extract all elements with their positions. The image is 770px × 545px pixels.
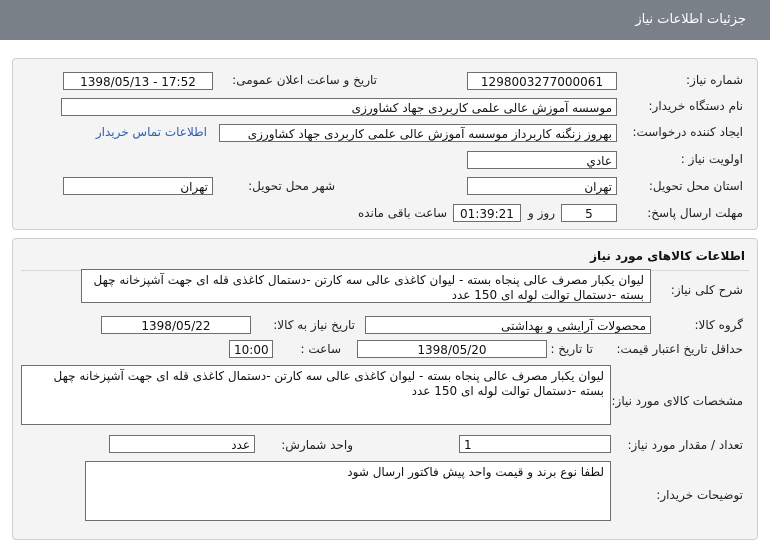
announce-datetime-field: 1398/05/13 - 17:52 [63,72,213,90]
unit-label: واحد شمارش: [281,438,353,452]
until-date-label: تا تاریخ : [550,342,593,356]
buyer-notes-field: لطفا نوع برند و قیمت واحد پیش فاکتور ارسال شود [85,461,611,521]
hour-field: 10:00 [229,340,273,358]
goods-group-field: محصولات آرایشی و بهداشتی [365,316,651,334]
priority-field: عادي [467,151,617,169]
creator-label: ایجاد کننده درخواست: [632,125,743,139]
buyer-contact-link[interactable]: اطلاعات تماس خریدار [95,125,207,139]
specs-label: مشخصات کالای مورد نیاز: [611,394,743,408]
creator-field: بهروز زنگنه کاربرداز موسسه آموزش عالی علمی کاربردی جهاد کشاورزی [219,124,617,142]
summary-label: شرح کلی نیاز: [670,283,743,297]
deadline-label: مهلت ارسال پاسخ: [647,206,743,220]
unit-field: عدد [109,435,255,453]
summary-field: لیوان یکبار مصرف عالی پنجاه بسته - لیوان کاغذی عالی سه کارتن -دستمال کاغذی قله ای جهت آشپزخانه چهل بسته -دستمال توالت لوله ای 150 عدد [81,269,651,303]
hour-label: ساعت : [300,342,341,356]
page-header [0,0,770,40]
need-number-label: شماره نیاز: [686,73,743,87]
priority-label: اولویت نیاز : [680,152,743,166]
time-left-label: ساعت باقی مانده [357,206,447,220]
need-info-panel [12,58,758,230]
city-field: تهران [63,177,213,195]
need-date-field: 1398/05/22 [101,316,251,334]
buyer-org-field: موسسه آموزش عالی علمی کاربردی جهاد کشاورزی [61,98,617,116]
page-title: جزئیات اطلاعات نیاز [635,12,746,27]
province-label: استان محل تحویل: [648,179,743,193]
need-date-label: تاریخ نیاز به کالا: [273,318,355,332]
goods-section-title: اطلاعات کالاهای مورد نیاز [590,249,745,263]
until-date-field: 1398/05/20 [357,340,547,358]
specs-field: لیوان یکبار مصرف عالی پنجاه بسته - لیوان کاغذی عالی سه کارتن -دستمال کاغذی قله ای جهت آشپزخانه چهل بسته -دستمال توالت لوله ای 150 عدد [21,365,611,425]
days-and-label: روز و [528,206,555,220]
province-field: تهران [467,177,617,195]
need-number-field: 1298003277000061 [467,72,617,90]
goods-group-label: گروه کالا: [694,318,743,332]
buyer-notes-label: توضیحات خریدار: [656,488,743,502]
announce-datetime-label: تاریخ و ساعت اعلان عمومی: [232,73,377,87]
city-label: شهر محل تحویل: [248,179,335,193]
buyer-org-label: نام دستگاه خریدار: [648,99,743,113]
time-left-field: 01:39:21 [453,204,521,222]
days-field: 5 [561,204,617,222]
quantity-field: 1 [459,435,611,453]
goods-info-panel [12,238,758,540]
price-validity-label: حداقل تاریخ اعتبار قیمت: [616,342,743,356]
quantity-label: تعداد / مقدار مورد نیاز: [627,438,743,452]
